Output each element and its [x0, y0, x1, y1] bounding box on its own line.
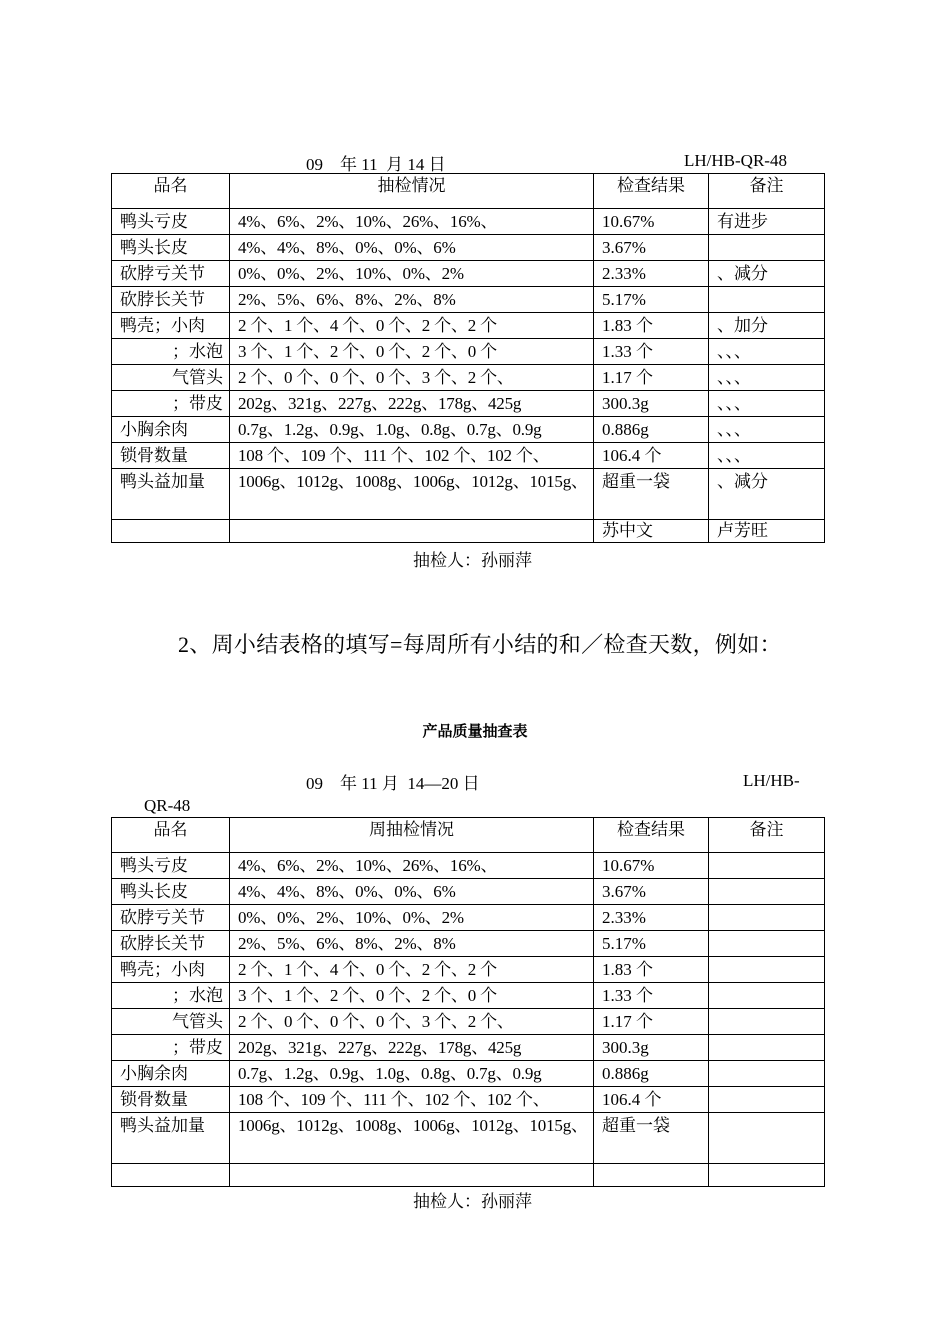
column-header: 抽检情况	[230, 174, 594, 209]
table-cell: 10.67%	[594, 853, 709, 879]
table-cell: ；带皮	[112, 1035, 230, 1061]
table-cell: 鸭壳；小肉	[112, 957, 230, 983]
table-cell: 3.67%	[594, 879, 709, 905]
table-cell: 鸭头益加量	[112, 1113, 230, 1164]
table-row	[112, 443, 825, 469]
table-cell: 106.4 个	[594, 1087, 709, 1113]
inspection-table-weekly	[111, 817, 825, 1187]
table-cell: 气管头	[112, 365, 230, 391]
table-cell	[112, 1164, 230, 1187]
table-cell: 鸭头益加量	[112, 469, 230, 520]
table-cell	[709, 957, 825, 983]
table-cell: 2.33%	[594, 905, 709, 931]
table-row	[112, 469, 825, 520]
table-cell: 3.67%	[594, 235, 709, 261]
table-cell: 鸭头长皮	[112, 879, 230, 905]
table-cell: 202g、321g、227g、222g、178g、425g	[230, 391, 594, 417]
table-cell: 4%、6%、2%、10%、26%、16%、	[230, 853, 594, 879]
table-row	[112, 209, 825, 235]
table-cell	[709, 905, 825, 931]
table-cell	[230, 1164, 594, 1187]
table-row	[112, 1061, 825, 1087]
column-header: 检查结果	[594, 818, 709, 853]
table-cell	[709, 1113, 825, 1164]
table-cell: 、、、	[709, 417, 825, 443]
table-header-row	[112, 818, 825, 853]
table-row	[112, 365, 825, 391]
table-cell: 2 个、1 个、4 个、0 个、2 个、2 个	[230, 957, 594, 983]
table-cell: 0%、0%、2%、10%、0%、2%	[230, 261, 594, 287]
table-cell: 、、、	[709, 339, 825, 365]
table-row	[112, 261, 825, 287]
table1-date: 09 年 11 月 14 日	[306, 155, 446, 174]
table-cell	[594, 1164, 709, 1187]
table-cell	[709, 1009, 825, 1035]
table-cell: 2%、5%、6%、8%、2%、8%	[230, 287, 594, 313]
table-row	[112, 983, 825, 1009]
table-row	[112, 1009, 825, 1035]
table-cell: 0.7g、1.2g、0.9g、1.0g、0.8g、0.7g、0.9g	[230, 1061, 594, 1087]
table-cell: 202g、321g、227g、222g、178g、425g	[230, 1035, 594, 1061]
table-cell: 1.33 个	[594, 983, 709, 1009]
table-cell: 气管头	[112, 1009, 230, 1035]
table-row	[112, 287, 825, 313]
column-header: 周抽检情况	[230, 818, 594, 853]
table-cell: 108 个、109 个、111 个、102 个、102 个、	[230, 443, 594, 469]
table-cell: 3 个、1 个、2 个、0 个、2 个、0 个	[230, 983, 594, 1009]
table-cell: 2 个、0 个、0 个、0 个、3 个、2 个、	[230, 1009, 594, 1035]
table-row	[112, 1164, 825, 1187]
table-cell: 鸭头亏皮	[112, 209, 230, 235]
table-row	[112, 931, 825, 957]
table-row	[112, 313, 825, 339]
table-cell: 2 个、0 个、0 个、0 个、3 个、2 个、	[230, 365, 594, 391]
table-cell: ；水泡	[112, 983, 230, 1009]
table-cell: ；带皮	[112, 391, 230, 417]
column-header: 品名	[112, 174, 230, 209]
table-cell: 、加分	[709, 313, 825, 339]
table-cell: 小胸余肉	[112, 417, 230, 443]
table-cell: 300.3g	[594, 1035, 709, 1061]
table-cell	[709, 1164, 825, 1187]
table-cell	[709, 853, 825, 879]
table-cell	[709, 983, 825, 1009]
column-header: 备注	[709, 174, 825, 209]
table-row	[112, 1035, 825, 1061]
table1-inspector: 抽检人：孙丽萍	[413, 551, 532, 570]
table-cell: 砍脖亏关节	[112, 905, 230, 931]
table-cell	[709, 1087, 825, 1113]
table-cell	[709, 931, 825, 957]
table-cell: 锁骨数量	[112, 443, 230, 469]
table-cell: 小胸余肉	[112, 1061, 230, 1087]
table-cell: 鸭壳；小肉	[112, 313, 230, 339]
table-cell: 0.886g	[594, 1061, 709, 1087]
table-cell: 、、、	[709, 365, 825, 391]
table-cell: 超重一袋	[594, 1113, 709, 1164]
column-header: 品名	[112, 818, 230, 853]
table-cell	[112, 520, 230, 543]
table1-form-code: LH/HB-QR-48	[684, 151, 787, 170]
table-row	[112, 905, 825, 931]
table-cell: 1.17 个	[594, 365, 709, 391]
table-row	[112, 235, 825, 261]
inspection-table-daily	[111, 173, 825, 543]
table2-title: 产品质量抽查表	[422, 722, 528, 740]
table-cell: 108 个、109 个、111 个、102 个、102 个、	[230, 1087, 594, 1113]
table-cell: 1006g、1012g、1008g、1006g、1012g、1015g、	[230, 469, 594, 520]
table-cell: 4%、4%、8%、0%、0%、6%	[230, 879, 594, 905]
table-row	[112, 339, 825, 365]
table2-inspector: 抽检人：孙丽萍	[413, 1192, 532, 1211]
table-cell: 、、、	[709, 443, 825, 469]
table-cell: 砍脖长关节	[112, 931, 230, 957]
summary-instruction: 2、周小结表格的填写=每周所有小结的和／检查天数，例如：	[178, 632, 782, 657]
table-cell: 2.33%	[594, 261, 709, 287]
table-cell	[709, 1061, 825, 1087]
table-cell: 苏中文	[594, 520, 709, 543]
table-cell: 砍脖亏关节	[112, 261, 230, 287]
table-cell: 砍脖长关节	[112, 287, 230, 313]
table-row	[112, 853, 825, 879]
column-header: 备注	[709, 818, 825, 853]
table-cell: 1.83 个	[594, 957, 709, 983]
table-cell: 300.3g	[594, 391, 709, 417]
table-cell: 、减分	[709, 261, 825, 287]
table2-form-code-part1: LH/HB-	[743, 771, 800, 790]
table-cell: 5.17%	[594, 287, 709, 313]
table2-form-code-part2: QR-48	[144, 796, 191, 815]
table-cell: 2 个、1 个、4 个、0 个、2 个、2 个	[230, 313, 594, 339]
table-cell	[709, 1035, 825, 1061]
table-row	[112, 879, 825, 905]
table-cell: 超重一袋	[594, 469, 709, 520]
table-cell: 1.17 个	[594, 1009, 709, 1035]
table-cell	[709, 879, 825, 905]
table-cell: 1.33 个	[594, 339, 709, 365]
table-row	[112, 1087, 825, 1113]
table-cell: 、、、	[709, 391, 825, 417]
table-cell: 0.7g、1.2g、0.9g、1.0g、0.8g、0.7g、0.9g	[230, 417, 594, 443]
table-cell: 1.83 个	[594, 313, 709, 339]
table-cell: ；水泡	[112, 339, 230, 365]
table-cell: 有进步	[709, 209, 825, 235]
table-cell	[709, 287, 825, 313]
table-cell: 3 个、1 个、2 个、0 个、2 个、0 个	[230, 339, 594, 365]
table-cell: 10.67%	[594, 209, 709, 235]
table-cell: 卢芳旺	[709, 520, 825, 543]
table-row	[112, 1113, 825, 1164]
table-cell: 5.17%	[594, 931, 709, 957]
table-header-row	[112, 174, 825, 209]
table-cell: 0%、0%、2%、10%、0%、2%	[230, 905, 594, 931]
table-row	[112, 520, 825, 543]
table-cell: 、减分	[709, 469, 825, 520]
table-cell	[709, 235, 825, 261]
table-row	[112, 391, 825, 417]
table-cell: 鸭头亏皮	[112, 853, 230, 879]
table-cell: 鸭头长皮	[112, 235, 230, 261]
column-header: 检查结果	[594, 174, 709, 209]
table-row	[112, 417, 825, 443]
table-cell	[230, 520, 594, 543]
table-cell: 2%、5%、6%、8%、2%、8%	[230, 931, 594, 957]
table-cell: 0.886g	[594, 417, 709, 443]
table-cell: 4%、4%、8%、0%、0%、6%	[230, 235, 594, 261]
table-cell: 106.4 个	[594, 443, 709, 469]
table-cell: 1006g、1012g、1008g、1006g、1012g、1015g、	[230, 1113, 594, 1164]
table-row	[112, 957, 825, 983]
table-cell: 4%、6%、2%、10%、26%、16%、	[230, 209, 594, 235]
table2-date: 09 年 11 月 14—20 日	[306, 774, 480, 793]
table-cell: 锁骨数量	[112, 1087, 230, 1113]
